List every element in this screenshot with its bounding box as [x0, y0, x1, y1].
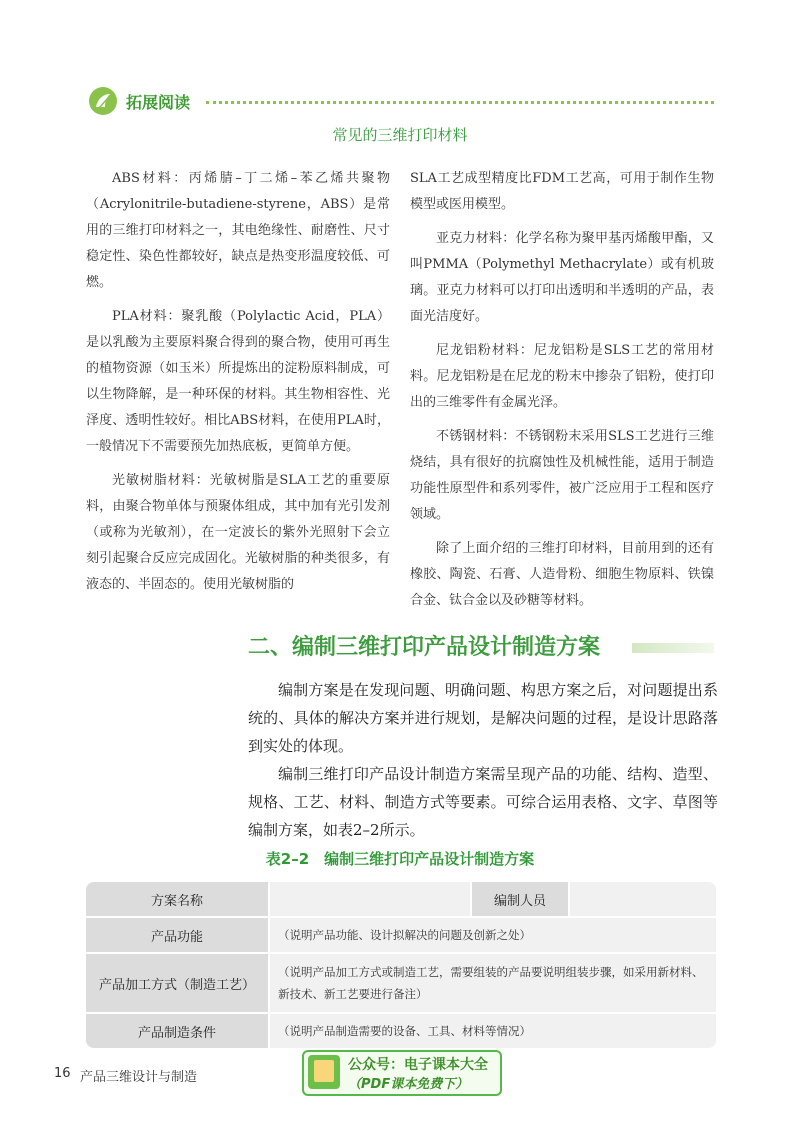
watermark-badge	[302, 1050, 502, 1096]
extended-reading-label: 拓展阅读	[126, 93, 191, 112]
table-cell-conditions: （说明产品制造需要的设备、工具、材料等情况）	[270, 1014, 716, 1048]
material-paragraph-others: 除了上面介绍的三维打印材料，目前用到的还有橡胶、陶瓷、石膏、人造骨粉、细胞生物原料、铁镍合金、钛合金以及砂糖等材料。	[410, 541, 714, 608]
table-cell-function: （说明产品功能、设计拟解决的问题及创新之处）	[270, 918, 716, 952]
watermark-line-2: （PDF课本免费下）	[348, 1077, 469, 1092]
plan-table	[86, 882, 716, 1048]
section-body	[248, 676, 718, 844]
table-label-author: 编制人员	[470, 882, 570, 916]
watermark-line-1: 公众号：电子课本大全	[348, 1057, 488, 1073]
material-paragraph-stainless: 不锈钢材料：不锈钢粉末采用SLS工艺进行三维烧结，具有很好的抗腐蚀性及机械性能，适用于制造功能性原型件和系列零件，被广泛应用于工程和医疗领域。	[410, 429, 714, 522]
table-cell-plan-name-value	[270, 882, 470, 916]
section-paragraph-1: 编制方案是在发现问题、明确问题、构思方案之后，对问题提出系统的、具体的解决方案并进行规划，是解决问题的过程，是设计思路落到实处的体现。	[248, 681, 718, 755]
section-paragraph-2: 编制三维打印产品设计制造方案需呈现产品的功能、结构、造型、规格、工艺、材料、制造方式等要素。可综合运用表格、文字、草图等编制方案，如表2–2所示。	[248, 765, 718, 839]
materials-right-column	[410, 166, 714, 622]
table-cell-author-value	[570, 882, 716, 916]
materials-box-title: 常见的三维打印材料	[332, 126, 468, 144]
page-number: 16	[54, 1066, 71, 1081]
table-label-function: 产品功能	[86, 918, 270, 952]
material-paragraph-resin: 光敏树脂材料：光敏树脂是SLA工艺的重要原料，由聚合物单体与预聚体组成，其中加有光引发剂（或称为光敏剂），在一定波长的紫外光照射下会立刻引起聚合反应完成固化。光敏树脂的种类很多，有液态的、半固态的。使用光敏树脂的	[86, 473, 390, 592]
table-row	[86, 1014, 716, 1048]
book-title: 产品三维设计与制造	[80, 1070, 198, 1085]
table-cell-process: （说明产品加工方式或制造工艺，需要组装的产品要说明组装步骤，如采用新材料、新技术、新工艺要进行备注）	[270, 954, 716, 1012]
material-paragraph-nylon-aluminum: 尼龙铝粉材料：尼龙铝粉是SLS工艺的常用材料。尼龙铝粉是在尼龙的粉末中掺杂了铝粉，使打印出的三维零件有金属光泽。	[410, 343, 714, 410]
material-paragraph-continuation: SLA工艺成型精度比FDM工艺高，可用于制作生物模型或医用模型。	[410, 171, 714, 212]
material-paragraph-pla: PLA材料：聚乳酸（Polylactic Acid，PLA）是以乳酸为主要原料聚合得到的聚合物，使用可再生的植物资源（如玉米）所提炼出的淀粉原料制成，可以生物降解，是一种环保的材料。其生物相容性、光泽度、透明性较好。相比ABS材料，在使用PLA时，一般情况下不需要预先加热底板，更简单方便。	[86, 309, 390, 454]
table-caption: 表2–2 编制三维打印产品设计制造方案	[265, 850, 535, 868]
table-row	[86, 918, 716, 954]
table-label-process: 产品加工方式（制造工艺）	[86, 954, 270, 1012]
table-row	[86, 882, 716, 918]
materials-left-column	[86, 166, 390, 606]
section-title-bar	[632, 643, 714, 653]
table-label-plan-name: 方案名称	[86, 882, 270, 916]
table-row	[86, 954, 716, 1014]
table-label-conditions: 产品制造条件	[86, 1014, 270, 1048]
extended-reading-icon	[88, 86, 118, 116]
material-paragraph-acrylic: 亚克力材料：化学名称为聚甲基丙烯酸甲酯，又叫PMMA（Polymethyl Methacrylate）或有机玻璃。亚克力材料可以打印出透明和半透明的产品，表面光洁度好。	[410, 231, 714, 324]
watermark-book-icon	[308, 1055, 340, 1089]
section-title: 二、编制三维打印产品设计制造方案	[248, 635, 601, 660]
dotted-divider	[206, 101, 714, 104]
material-paragraph-abs: ABS材料：丙烯腈–丁二烯–苯乙烯共聚物（Acrylonitrile-butadiene-styrene，ABS）是常用的三维打印材料之一，其电绝缘性、耐磨性、尺寸稳定性、染色性都较好，缺点是热变形温度较低、可燃。	[86, 171, 390, 290]
